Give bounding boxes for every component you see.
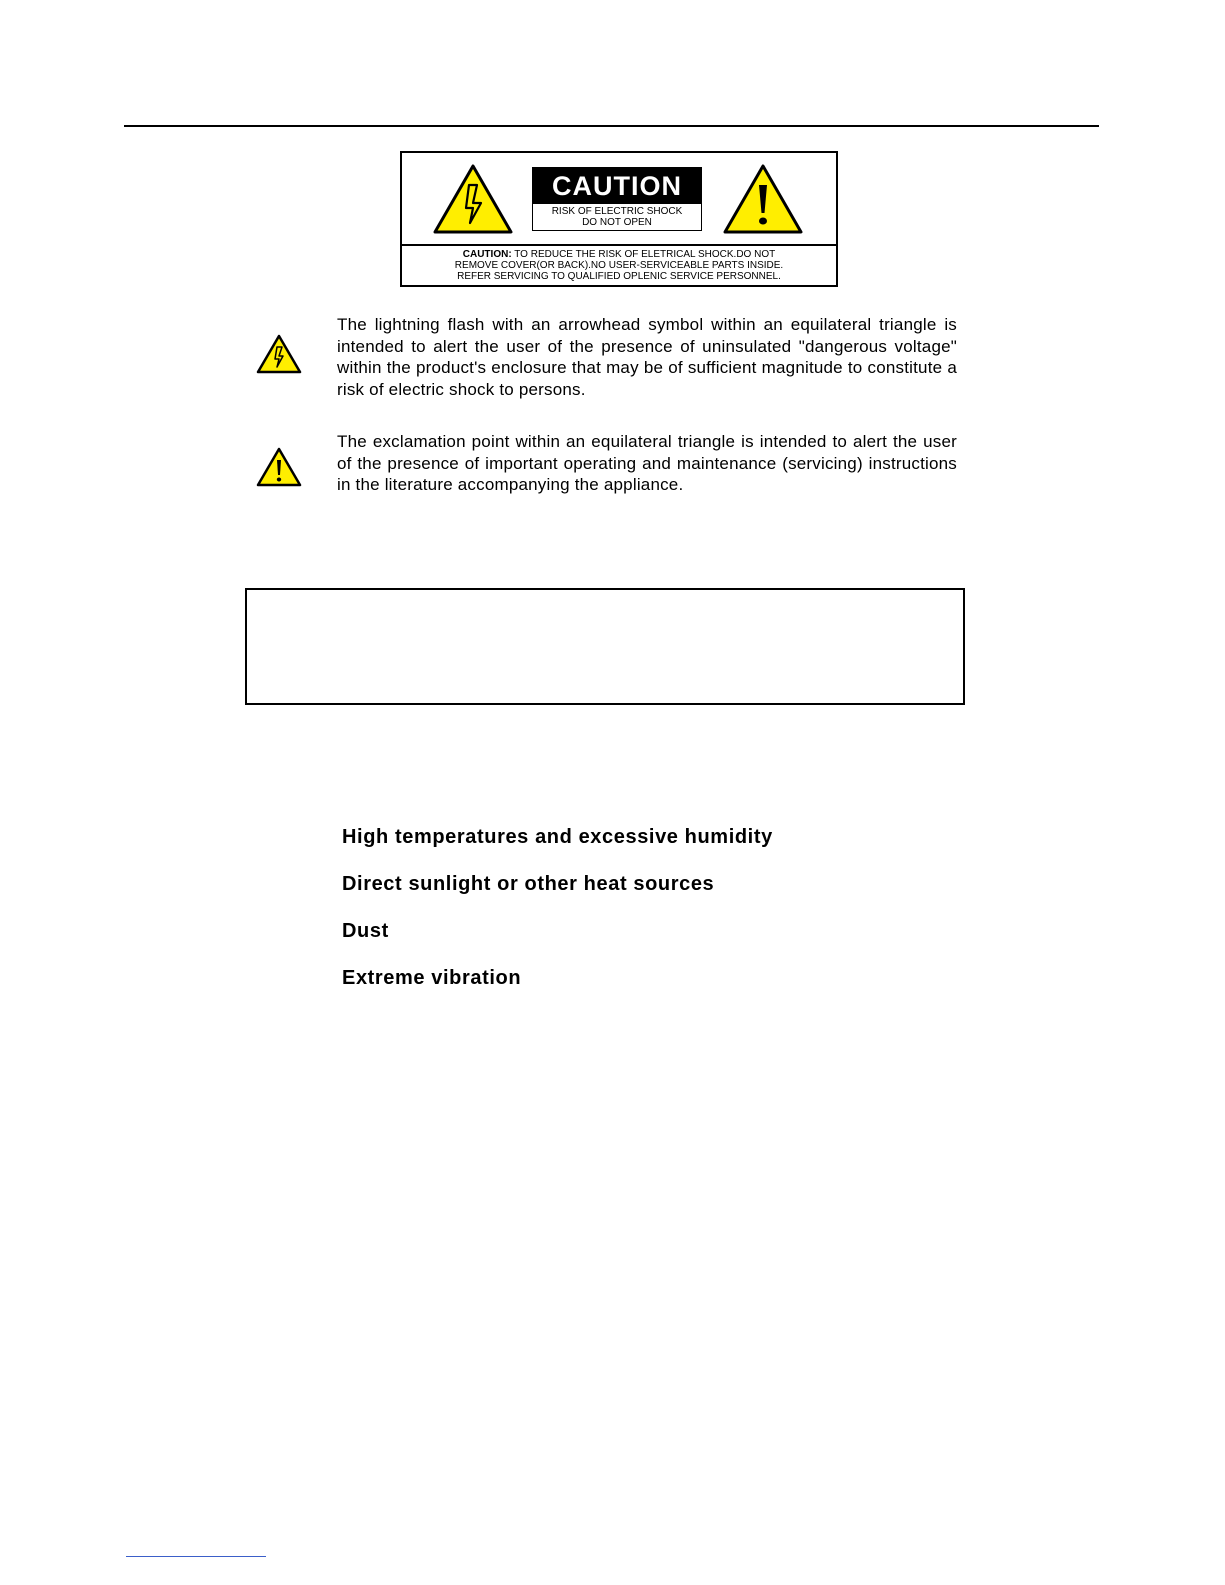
avoid-conditions-list	[342, 825, 773, 1013]
header-rule	[124, 125, 1099, 127]
lightning-symbol-text	[337, 314, 957, 400]
symbol-description: The exclamation point within an equilateral triangle is intended to alert the user of the presence of important operating and maintenance (servicing) instructions in the literature accompanying the appliance.	[337, 432, 957, 494]
list-item: Extreme vibration	[342, 967, 522, 989]
caution-notice-line: TO REDUCE THE RISK OF ELETRICAL SHOCK.DO NOT	[511, 249, 776, 260]
caution-notice	[406, 249, 832, 282]
caution-title-block	[532, 167, 702, 231]
caution-subtext-line: RISK OF ELECTRIC SHOCK	[551, 206, 683, 217]
lightning-warning-icon	[432, 163, 514, 235]
exclamation-symbol-text	[337, 431, 957, 496]
list-item: High temperatures and excessive humidity	[342, 826, 773, 848]
caution-label-divider	[402, 244, 836, 246]
lightning-warning-icon	[256, 334, 302, 374]
list-item: Direct sunlight or other heat sources	[342, 873, 715, 895]
list-item: Dust	[342, 920, 389, 942]
caution-notice-prefix: CAUTION:	[462, 249, 512, 260]
caution-notice-line: REMOVE COVER(OR BACK).NO USER-SERVICEABLE PARTS INSIDE.	[454, 260, 784, 271]
caution-heading: CAUTION	[532, 167, 702, 204]
caution-label	[400, 151, 838, 287]
caution-notice-line: REFER SERVICING TO QUALIFIED OPLENIC SERVICE PERSONNEL.	[457, 271, 781, 282]
notice-box	[245, 588, 965, 705]
caution-label-upper	[402, 153, 836, 243]
caution-subtext-line: DO NOT OPEN	[582, 217, 652, 228]
symbol-description: The lightning flash with an arrowhead symbol within an equilateral triangle is intended to alert the user of the presence of uninsulated "dangerous voltage" within the product's enclosure that may be of sufficient magnitude to constitute a risk of electric shock to persons.	[337, 315, 957, 399]
caution-subtext	[532, 204, 702, 231]
exclamation-warning-icon	[256, 447, 302, 487]
exclamation-warning-icon	[722, 163, 804, 235]
footnote-rule	[126, 1556, 266, 1557]
